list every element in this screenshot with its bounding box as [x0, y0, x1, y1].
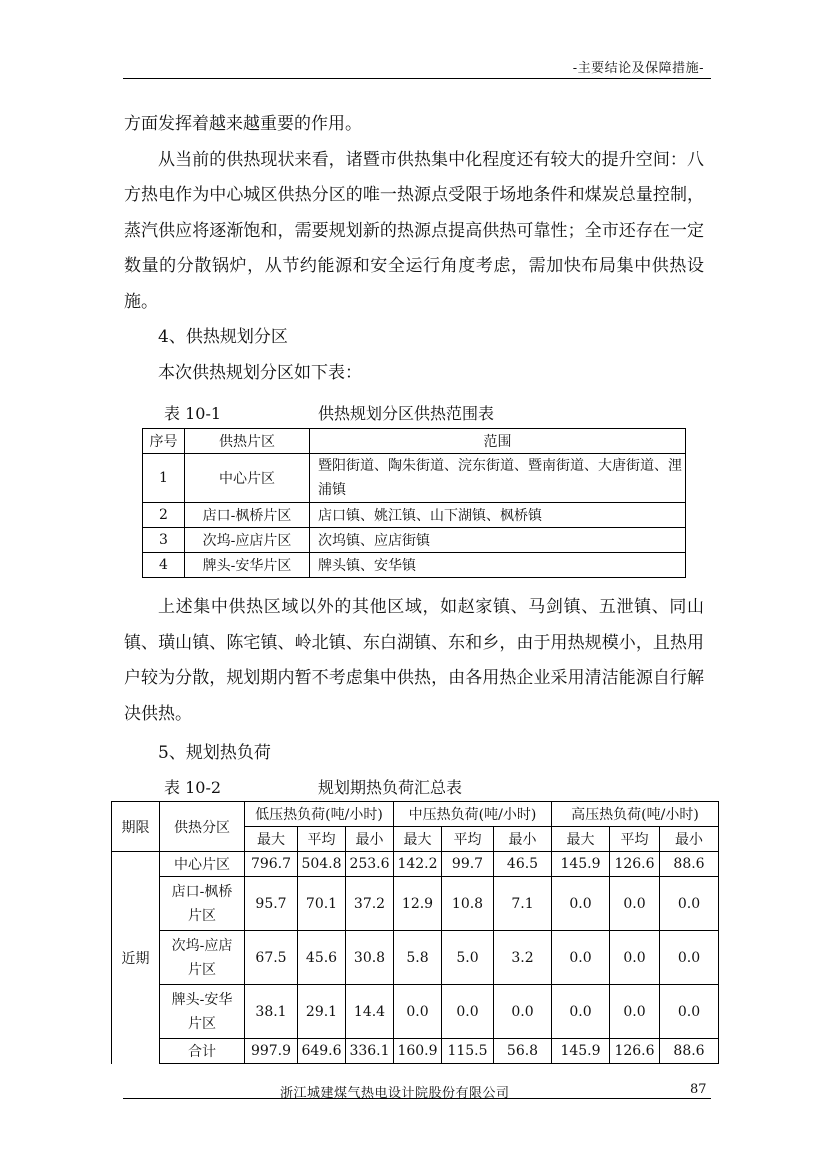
table-header: 范围	[310, 429, 686, 454]
table-cell: 38.1	[245, 985, 298, 1039]
table-row	[112, 931, 719, 985]
table-cell: 次坞镇、应店街镇	[310, 528, 686, 553]
page-number: 87	[690, 1082, 707, 1097]
table-cell: 37.2	[346, 877, 394, 931]
table-cell: 4	[143, 553, 185, 578]
table-cell: 796.7	[245, 852, 298, 877]
zone-range-table	[142, 428, 686, 578]
table-cell	[160, 985, 245, 1039]
table-header: 最大	[552, 827, 610, 852]
table-header: 最小	[346, 827, 394, 852]
table-cell: 0.0	[494, 985, 552, 1039]
table-cell: 中心片区	[185, 454, 310, 503]
table-cell: 30.8	[346, 931, 394, 985]
table-cell: 88.6	[660, 1039, 719, 1064]
table-cell: 67.5	[245, 931, 298, 985]
table-cell: 145.9	[552, 852, 610, 877]
table-cell: 12.9	[394, 877, 442, 931]
table-cell: 牌头镇、安华镇	[310, 553, 686, 578]
table-cell: 145.9	[552, 1039, 610, 1064]
table-header: 平均	[298, 827, 346, 852]
table-cell	[160, 931, 245, 985]
table-cell: 5.0	[442, 931, 494, 985]
table-cell: 近期	[112, 852, 160, 1064]
table-header: 最大	[394, 827, 442, 852]
table-cell: 10.8	[442, 877, 494, 931]
section-heading: 4、供热规划分区	[158, 327, 288, 347]
table-cell: 1	[143, 454, 185, 503]
table-cell: 暨阳街道、陶朱街道、浣东街道、暨南街道、大唐街道、浬浦镇	[310, 454, 686, 503]
table-cell: 2	[143, 503, 185, 528]
table-header: 中压热负荷(吨/小时)	[394, 802, 552, 827]
table-cell: 70.1	[298, 877, 346, 931]
table-header: 最小	[494, 827, 552, 852]
table-row	[143, 553, 686, 578]
paragraph: 方面发挥着越来越重要的作用。	[124, 114, 362, 134]
body-text-middle	[124, 590, 704, 772]
table-header: 供热分区	[160, 802, 245, 852]
table-cell	[160, 877, 245, 931]
table-header: 平均	[442, 827, 494, 852]
table-cell: 0.0	[552, 985, 610, 1039]
running-header: -主要结论及保障措施-	[572, 61, 704, 76]
table-cell: 142.2	[394, 852, 442, 877]
table-cell: 126.6	[610, 1039, 660, 1064]
zone-name: 店口-枫桥片区	[171, 883, 233, 924]
table-cell: 次坞-应店片区	[185, 528, 310, 553]
table-header: 平均	[610, 827, 660, 852]
footer-rule	[123, 1098, 711, 1099]
table-header: 最小	[660, 827, 719, 852]
table-row	[112, 877, 719, 931]
table-cell: 253.6	[346, 852, 394, 877]
table-cell: 3.2	[494, 931, 552, 985]
table-header-row	[112, 802, 719, 827]
paragraph: 上述集中供热区域以外的其他区域，如赵家镇、马剑镇、五泄镇、同山镇、璜山镇、陈宅镇、岭北镇、东白湖镇、东和乡，由于用热规模小，且热用户较为分散，规划期内暂不考虑集中供热，由各用热企业采用清洁能源自行解决供热。	[124, 597, 704, 724]
table-cell: 合计	[160, 1039, 245, 1064]
table-header: 低压热负荷(吨/小时)	[245, 802, 394, 827]
table-cell: 95.7	[245, 877, 298, 931]
table-cell: 0.0	[394, 985, 442, 1039]
table-cell: 0.0	[660, 931, 719, 985]
zone-name: 牌头-安华片区	[171, 991, 233, 1032]
table-row	[143, 503, 686, 528]
heat-load-table	[111, 801, 719, 1064]
table-cell: 99.7	[442, 852, 494, 877]
table-cell: 3	[143, 528, 185, 553]
table-header: 期限	[112, 802, 160, 852]
table-cell: 46.5	[494, 852, 552, 877]
table-header: 序号	[143, 429, 185, 454]
table-row	[112, 985, 719, 1039]
table-header-row	[143, 429, 686, 454]
table-row	[143, 528, 686, 553]
table-cell: 店口镇、姚江镇、山下湖镇、枫桥镇	[310, 503, 686, 528]
table-cell: 0.0	[660, 877, 719, 931]
zone-name: 次坞-应店片区	[171, 937, 233, 978]
table-cell: 0.0	[552, 931, 610, 985]
table-cell: 0.0	[660, 985, 719, 1039]
table-total-row	[112, 1039, 719, 1064]
table-cell: 115.5	[442, 1039, 494, 1064]
header-rule	[123, 78, 711, 79]
table2-number: 表 10-2	[164, 778, 222, 797]
table-cell: 56.8	[494, 1039, 552, 1064]
table-row	[143, 454, 686, 503]
table-cell: 5.8	[394, 931, 442, 985]
table-cell: 29.1	[298, 985, 346, 1039]
table-cell: 160.9	[394, 1039, 442, 1064]
table-cell: 14.4	[346, 985, 394, 1039]
table-cell: 45.6	[298, 931, 346, 985]
table-cell: 7.1	[494, 877, 552, 931]
table-cell: 504.8	[298, 852, 346, 877]
table2-title: 规划期热负荷汇总表	[318, 778, 463, 797]
table-cell: 336.1	[346, 1039, 394, 1064]
body-text-top	[124, 107, 704, 391]
table-cell: 997.9	[245, 1039, 298, 1064]
paragraph: 从当前的供热现状来看，诸暨市供热集中化程度还有较大的提升空间：八方热电作为中心城区供热分区的唯一热源点受限于场地条件和煤炭总量控制，蒸汽供应将逐渐饱和，需要规划新的热源点提高供热可靠性；全市还存在一定数量的分散锅炉，从节约能源和安全运行角度考虑，需加快布局集中供热设施。	[124, 149, 704, 312]
table-cell: 88.6	[660, 852, 719, 877]
table-cell: 0.0	[552, 877, 610, 931]
table-header: 供热片区	[185, 429, 310, 454]
table-cell: 0.0	[442, 985, 494, 1039]
table-cell: 0.0	[610, 985, 660, 1039]
table-cell: 牌头-安华片区	[185, 553, 310, 578]
table1-title: 供热规划分区供热范围表	[318, 404, 495, 423]
table-row	[112, 852, 719, 877]
table-cell: 中心片区	[160, 852, 245, 877]
table-cell: 0.0	[610, 877, 660, 931]
table-cell: 0.0	[610, 931, 660, 985]
table-cell: 店口-枫桥片区	[185, 503, 310, 528]
paragraph: 本次供热规划分区如下表：	[158, 362, 362, 383]
section-heading: 5、规划热负荷	[158, 743, 271, 763]
table-cell: 126.6	[610, 852, 660, 877]
table1-number: 表 10-1	[164, 404, 222, 423]
table-header: 高压热负荷(吨/小时)	[552, 802, 719, 827]
footer-company: 浙江城建煤气热电设计院股份有限公司	[280, 1086, 510, 1101]
table-cell: 649.6	[298, 1039, 346, 1064]
table-header: 最大	[245, 827, 298, 852]
